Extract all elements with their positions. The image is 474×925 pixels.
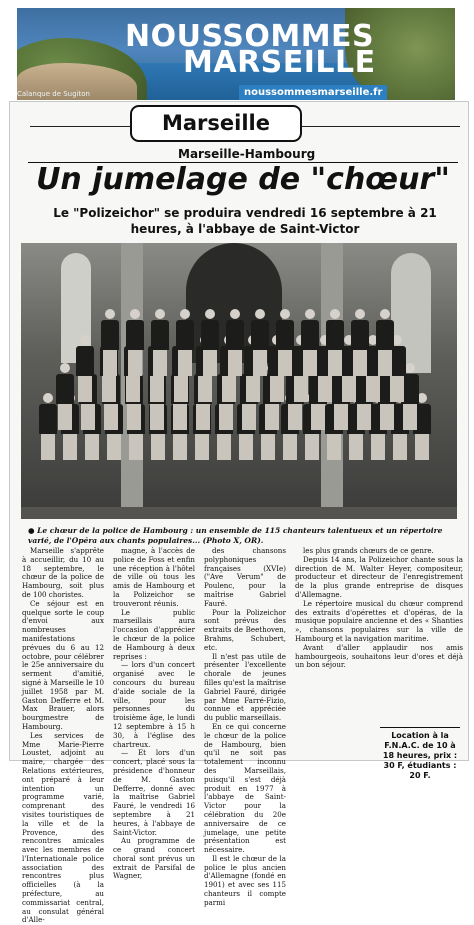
photo-caption: ● Le chœur de la police de Hambourg : un ensemble de 115 chanteurs talentueux et un répertoire varié, de l'Opéra aux chants populaires... (Photo X, OR). bbox=[28, 526, 443, 545]
choir-singer-figure bbox=[226, 309, 244, 376]
choir-singer-figure bbox=[376, 309, 394, 376]
article-paragraph: Marseille s'apprête à accueillir, du 10 au 18 septembre, le chœur de la police de Hambourg, soit plus de 100 choristes. bbox=[22, 546, 104, 599]
article-paragraph: Les services de Mme Marie-Pierre Loustet, adjoint au maire, chargée des Relations extérieures, ont préparé à leur intention un programme varié, comprenant des visites touristiques de la ville et de la Provence, des rencontres amicales avec les membres de l'Internationale police association des rencontres plus officielles (à la préfecture, au commissariat central, au consulat général d'Alle- bbox=[22, 730, 104, 925]
article-paragraph: Depuis 14 ans, la Polizeichor chante sous la direction de M. Walter Heyer, compositeur, producteur et directeur de l'enregistrement de la plus grande entreprise de disques d'Allemagne. bbox=[295, 554, 463, 599]
article-paragraph: des chansons polyphoniques françaises (XVIe) ("Ave Verum" de Poulenc, pour la maîtrise Gabriel Fauré. bbox=[204, 546, 286, 608]
banner-photo-caption: Calanque de Sugiton bbox=[17, 90, 90, 98]
choir-singer-figure bbox=[276, 309, 294, 376]
article-deck: Le "Polizeichor" se produira vendredi 16 septembre à 21 heures, à l'abbaye de Saint-Victor bbox=[53, 206, 437, 236]
brand-line-2: MARSEILLE bbox=[183, 45, 376, 80]
article-column-2 bbox=[113, 547, 195, 881]
article-paragraph: — lors d'un concert organisé avec le concours du bureau d'aide sociale de la ville, pour les personnes du troisième âge, le lundi 12 septembre à 15 h 30, à l'église des chartreux. bbox=[113, 660, 195, 749]
choir-singer-figure bbox=[201, 309, 219, 376]
article-paragraph: En ce qui concerne le chœur de la police de Hambourg, bien qu'il ne soit pas totalement inconnu des Marseillais, puisqu'il s'est déjà produit en 1977 à l'abbaye de Saint-Victor pour la célébration du 20e anniversaire de ce jumelage, une petite présentation est nécessaire. bbox=[204, 721, 286, 855]
choir-singer-figure bbox=[176, 309, 194, 376]
brand-part-2: SOMMES bbox=[222, 19, 375, 54]
article-paragraph: magne, à l'accès de police de Foss et enfin une réception à l'hôtel de ville où tous les amis de Hambourg et la Polizeichor se trouveront réunis. bbox=[113, 546, 195, 608]
choir-singer-figure bbox=[39, 393, 57, 460]
site-banner bbox=[17, 8, 455, 100]
article-paragraph: Avant d'aller applaudir nos amis hambourgeois, souhaitons leur d'ores et déjà un bon séjour. bbox=[295, 642, 463, 670]
choir-singer-figure bbox=[56, 363, 74, 430]
choir-singer-figure bbox=[126, 309, 144, 376]
choir-singer-figure bbox=[101, 309, 119, 376]
brand-part-1: NOUS bbox=[125, 19, 223, 54]
choir-singer-figure bbox=[351, 309, 369, 376]
article-paragraph: — Et lors d'un concert, placé sous la présidence d'honneur de M. Gaston Defferre, donné avec la maîtrise Gabriel Fauré, le vendredi 16 septembre à 21 heures, à l'abbaye de Saint-Victor. bbox=[113, 748, 195, 837]
newspaper-clipping bbox=[9, 101, 469, 925]
section-title: Marseille bbox=[130, 105, 302, 142]
article-paragraph: Il n'est pas utile de présenter l'excellente chorale de jeunes filles qu'est la maîtrise Gabriel Fauré, dirigée par Mme Farré-Fizio, connue et appréciée du public marseillais. bbox=[204, 651, 286, 723]
choir-photo bbox=[21, 243, 457, 519]
choir-singer-figure bbox=[76, 335, 94, 402]
article-column-4 bbox=[295, 547, 463, 670]
article-column-3 bbox=[204, 547, 286, 908]
article-kicker: Marseille-Hambourg bbox=[178, 147, 316, 161]
article-paragraph: Pour la Polizeichor sont prévus des extraits de Beethoven, Brahms, Schubert, etc. bbox=[204, 607, 286, 652]
article-paragraph: Ce séjour est en quelque sorte le coup d'envoi aux nombreuses manifestations prévues du 6 au 12 octobre, pour célébrer le 25e anniversaire du serment d'amitié, signé à Marseille le 10 juillet 1958 par M. Gaston Defferre et M. Max Brauer, alors bourgmestre de Hambourg. bbox=[22, 598, 104, 731]
ticket-info-box: Location à la F.N.A.C. de 10 à 18 heures, prix : 30 F, étudiants : 20 F. bbox=[380, 727, 460, 781]
article-column-1 bbox=[22, 547, 104, 925]
photo-floor bbox=[21, 507, 457, 519]
article-paragraph: les plus grands chœurs de ce genre. bbox=[303, 546, 434, 555]
article-paragraph: Au programme de ce grand concert choral sont prévus un extrait de Parsifal de Wagner, bbox=[113, 836, 195, 881]
article-paragraph: Il est le chœur de la police le plus ancien d'Allemagne (fondé en 1901) et avec ses 115 chanteurs il compte parmi bbox=[204, 853, 286, 907]
choir-singer-figure bbox=[251, 309, 269, 376]
article-headline: Un jumelage de "chœur" bbox=[36, 162, 450, 197]
choir-singer-figure bbox=[151, 309, 169, 376]
article-paragraph: Le répertoire musical du chœur comprend des extraits d'opérettes et d'opéras, de la musique populaire ancienne et des « Shanties », chansons populaires sur la ville de Hambourg et la navigation maritime. bbox=[295, 598, 463, 643]
choir-singer-figure bbox=[301, 309, 319, 376]
choir-singer-figure bbox=[326, 309, 344, 376]
site-url-link[interactable]: noussommesmarseille.fr bbox=[239, 85, 387, 100]
article-paragraph: Le public marseillais aura l'occasion d'apprécier le chœur de la police de Hambourg à deux reprises : bbox=[113, 607, 195, 661]
